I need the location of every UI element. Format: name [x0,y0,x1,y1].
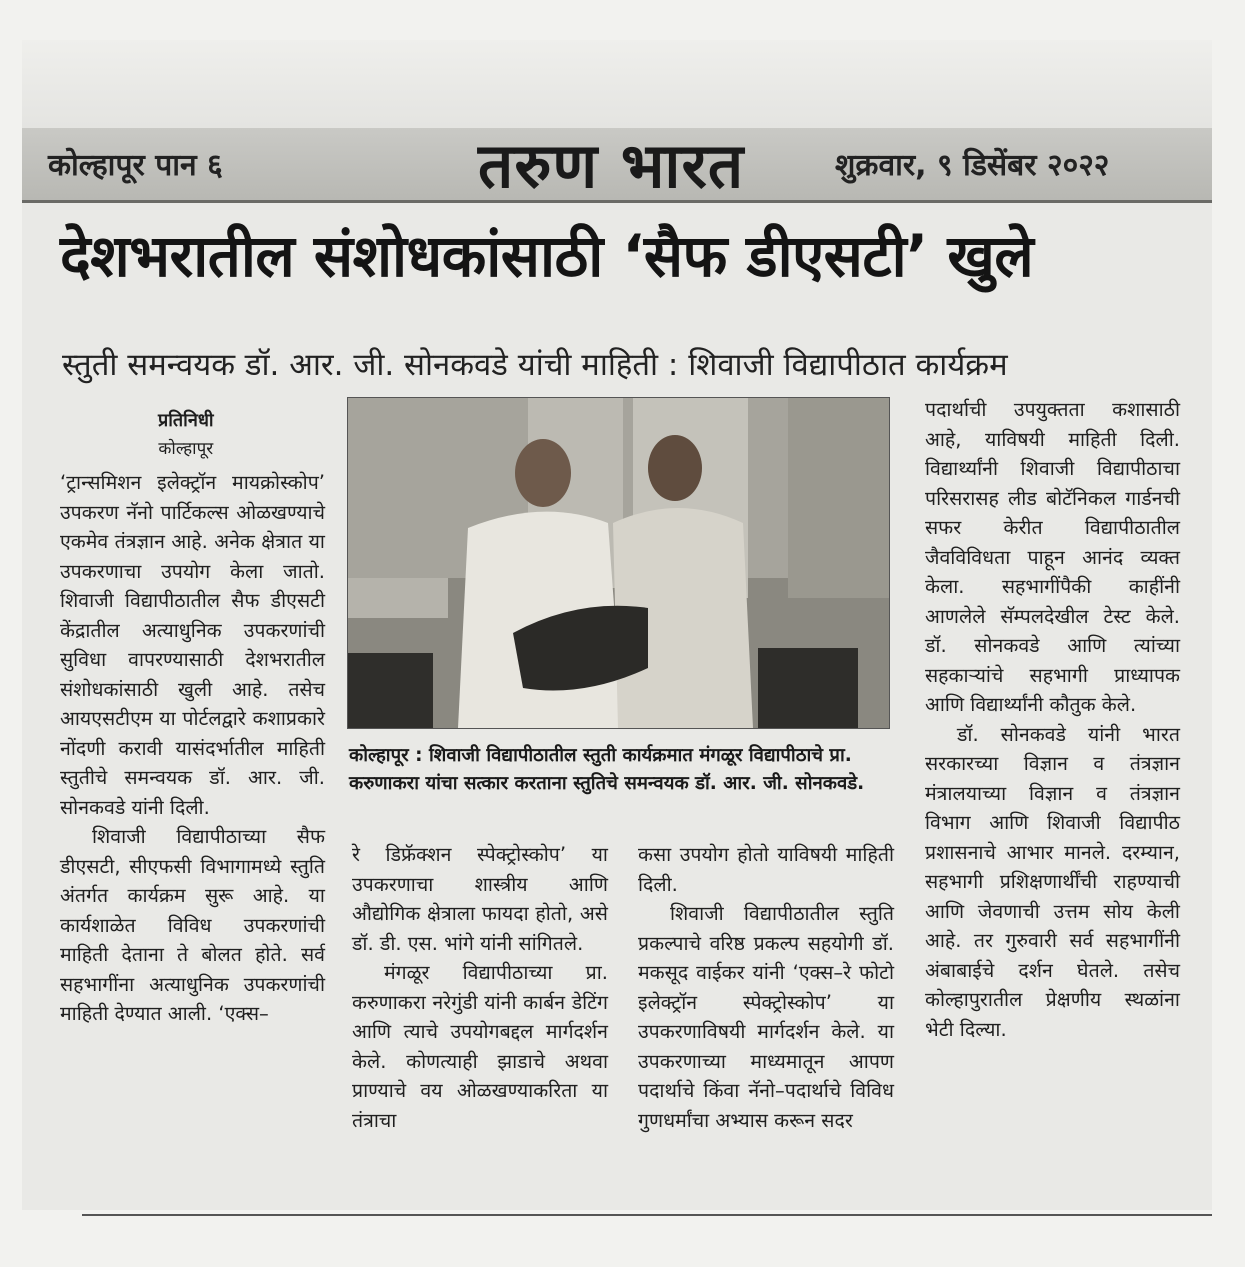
byline-reporter: प्रतिनिधी [158,410,214,431]
column-4-paragraph: पदार्थाची उपयुक्तता कशासाठी आहे, याविषयी माहिती दिली. विद्यार्थ्यांनी शिवाजी विद्यापीठाचा परिसरासह लीड बोटॅनिकल गार्डनची सफर केरीत विद्यापीठातील जैवविविधता पाहून आनंद व्यक्त केला. सहभागींपैकी काहींनी आणलेले सॅम्पलदेखील टेस्ट केले. डॉ. सोनकवडे आणि त्यांच्या सहकार्‍यांचे सहभागी प्राध्यापक आणि विद्यार्थ्यांनी कौतुक केले. [925,398,1180,716]
article-photo [347,397,890,729]
photo-illustration [348,398,889,728]
subheadline: स्तुती समन्वयक डॉ. आर. जी. सोनकवडे यांची माहिती : शिवाजी विद्यापीठात कार्यक्रम [62,347,1008,383]
bottom-rule [82,1214,1212,1216]
publication-date: शुक्रवार, ९ डिसेंबर २०२२ [835,148,1110,183]
page-top-bleed [22,40,1212,128]
column-1-paragraph: ‘ट्रान्समिशन इलेक्ट्रॉन मायक्रोस्कोप’ उपकरण नॅनो पार्टिकल्स ओळखण्याचे एकमेव तंत्रज्ञान आहे. अनेक क्षेत्रात या उपकरणाचा उपयोग केला जातो. शिवाजी विद्यापीठातील सैफ डीएसटी केंद्रातील अत्याधुनिक उपकरणांची सुविधा वापरण्यासाठी देशभरातील संशोधकांसाठी खुली आहे. तसेच आयएसटीएम या पोर्टलद्वारे कशाप्रकारे नोंदणी करावी यासंदर्भातील माहिती स्तुतीचे समन्वयक डॉ. आर. जी. सोनकवडे यांनी दिली. [60,471,325,819]
page-label: कोल्हापूर पान ६ [48,148,223,183]
article-column-3 [638,840,894,1135]
article-column-1 [60,468,325,1029]
photo-caption: कोल्हापूर : शिवाजी विद्यापीठातील स्तुती कार्यक्रमात मंगळूर विद्यापीठाचे प्रा. करुणाकरा यांचा सत्कार करताना स्तुतिचे समन्वयक डॉ. आर. जी. सोनकवडे. [349,745,865,794]
column-1-paragraph: शिवाजी विद्यापीठाच्या सैफ डीएसटी, सीएफसी विभागामध्ये स्तुति अंतर्गत कार्यक्रम सुरू आहे. या कार्यशाळेत विविध उपकरणांची माहिती देताना ते बोलत होते. सर्व सहभागींना अत्याधुनिक उपकरणांची माहिती देण्यात आली. ‘एक्स– [60,825,325,1025]
article-column-4 [925,395,1180,1044]
headline: देशभरातील संशोधकांसाठी ‘सैफ डीएसटी’ खुले [60,222,1034,290]
byline [158,407,214,463]
column-4-paragraph: डॉ. सोनकवडे यांनी भारत सरकारच्या विज्ञान व तंत्रज्ञान मंत्रालयाच्या विज्ञान व तंत्रज्ञान विभाग आणि शिवाजी विद्यापीठ प्रशासनाचे आभार मानले. दरम्यान, सहभागी प्रशिक्षणार्थींची राहण्याची आणि जेवणाची उत्तम सोय केली आहे. तर गुरुवारी सर्व सहभागींनी अंबाबाईचे दर्शन घेतले. तसेच कोल्हापुरातील प्रेक्षणीय स्थळांना भेटी दिल्या. [925,722,1180,1041]
column-2-paragraph: मंगळूर विद्यापीठाच्या प्रा. करुणाकरा नरेगुंडी यांनी कार्बन डेटिंग आणि त्याचे उपयोगबद्दल मार्गदर्शन केले. कोणत्याही झाडाचे अथवा प्राण्याचे वय ओळखण्याकरिता या तंत्राचा [352,961,608,1132]
newspaper-name: तरुण भारत [478,129,745,202]
column-3-paragraph: कसा उपयोग होतो याविषयी माहिती दिली. [638,843,894,896]
column-3-paragraph: शिवाजी विद्यापीठातील स्तुति प्रकल्पाचे वरिष्ठ प्रकल्प सहयोगी डॉ. मकसूद वाईकर यांनी ‘एक्स–रे फोटो इलेक्ट्रॉन स्पेक्ट्रोस्कोप’ या उपकरणाविषयी मार्गदर्शन केले. या उपकरणाच्या माध्यमातून आपण पदार्थाचे किंवा नॅनो–पदार्थाचे विविध गुणधर्मांचा अभ्यास करून सदर [638,902,894,1132]
column-2-paragraph: रे डिफ्रॅक्शन स्पेक्ट्रोस्कोप’ या उपकरणाचा शास्त्रीय आणि औद्योगिक क्षेत्राला फायदा होतो, असे डॉ. डी. एस. भांगे यांनी सांगितले. [352,843,608,955]
byline-location: कोल्हापूर [158,439,214,459]
article-column-2 [352,840,608,1135]
